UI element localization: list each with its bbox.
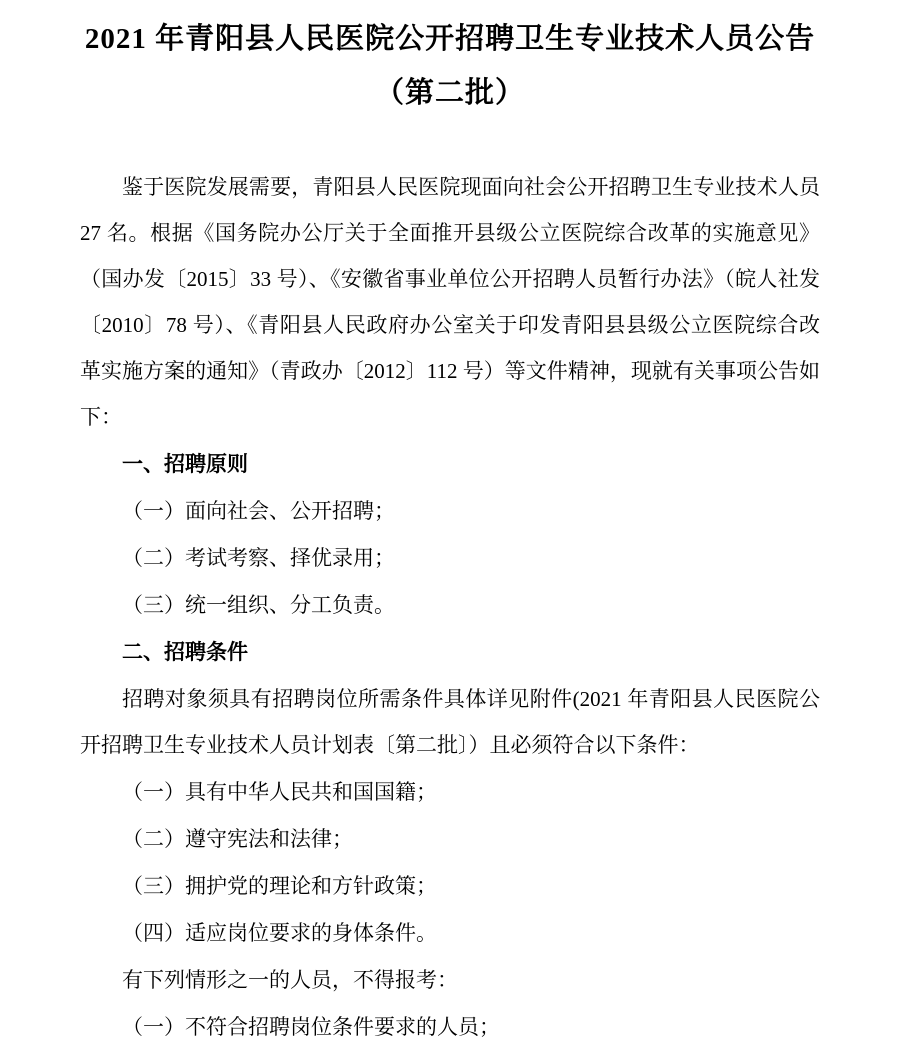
title-line-2: （第二批） [374, 77, 525, 109]
paragraph: （四）适应岗位要求的身体条件。 [122, 921, 437, 945]
section-heading: 二、招聘条件 [122, 640, 248, 664]
paragraph: （二）考试考察、择优录用； [122, 546, 395, 570]
paragraph: 有下列情形之一的人员，不得报考： [122, 968, 458, 992]
title-line-1: 2021 年青阳县人民医院公开招聘卫生专业技术人员公告 [84, 23, 816, 55]
section-heading: 一、招聘原则 [122, 452, 248, 476]
paragraph: 招聘对象须具有招聘岗位所需条件具体详见附件(2021 年青阳县人民医院公开招聘卫生专业技术人员计划表〔第二批〕）且必须符合以下条件： [80, 687, 820, 757]
paragraph: （三）拥护党的理论和方针政策； [122, 874, 437, 898]
paragraph: （一）面向社会、公开招聘； [122, 499, 395, 523]
paragraph: （二）遵守宪法和法律； [122, 827, 353, 851]
document-body [80, 164, 820, 1050]
document-title [80, 12, 820, 120]
paragraph: （一）具有中华人民共和国国籍； [122, 780, 437, 804]
paragraph: 鉴于医院发展需要，青阳县人民医院现面向社会公开招聘卫生专业技术人员 27 名。根据《国务院办公厅关于全面推开县级公立医院综合改革的实施意见》（国办发〔2015〕33 号）、《安徽省事业单位公开招聘人员暂行办法》（皖人社发〔2010〕78 号）、《青阳县人民政府办公室关于印发青阳县县级公立医院综合改革实施方案的通知》（青政办〔2012〕112 号）等文件精神，现就有关事项公告如下： [80, 175, 820, 429]
paragraph: （三）统一组织、分工负责。 [122, 593, 395, 617]
paragraph: （一）不符合招聘岗位条件要求的人员； [122, 1015, 500, 1039]
